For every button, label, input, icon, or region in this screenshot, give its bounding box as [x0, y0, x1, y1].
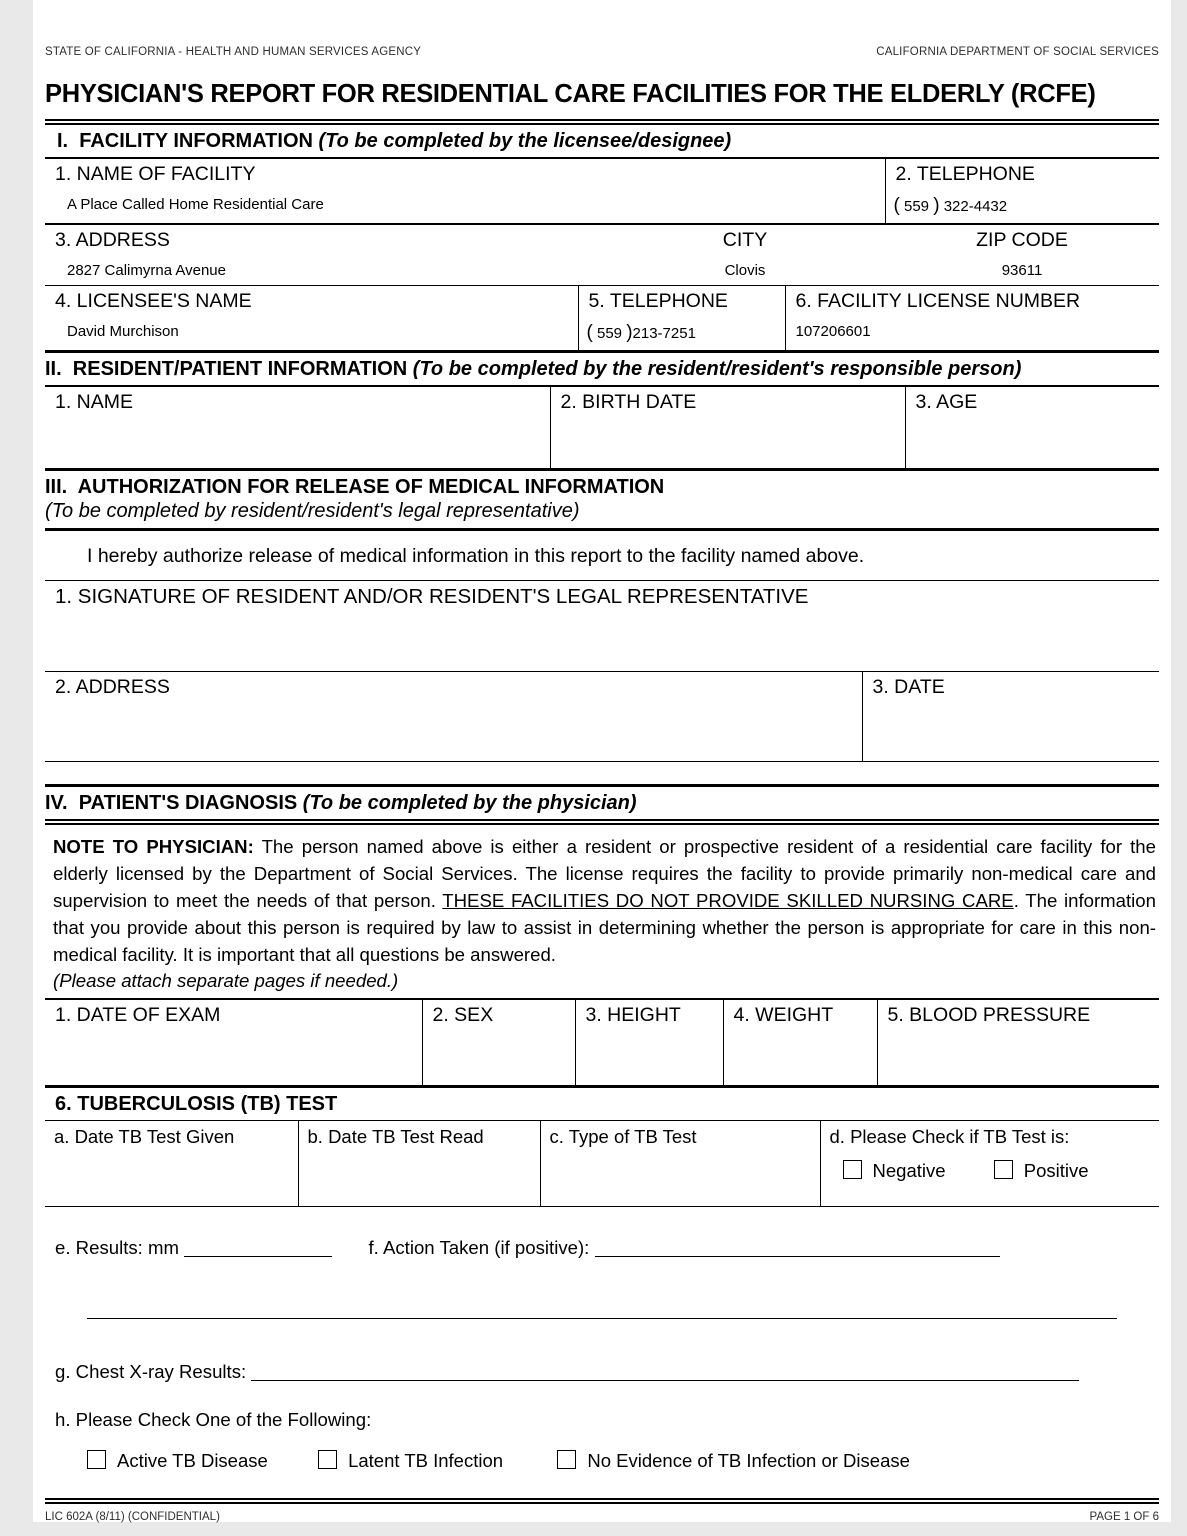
weight-value[interactable]	[724, 1027, 877, 1085]
form-sheet	[33, 0, 1171, 1522]
facility-telephone-value[interactable]	[886, 186, 1160, 223]
licensee-telephone-value[interactable]	[579, 313, 785, 350]
paren-open: (	[586, 322, 593, 343]
blood-pressure-value[interactable]	[878, 1027, 1160, 1085]
note-attach-pages: (Please attach separate pages if needed.)	[53, 969, 399, 991]
table-row	[45, 386, 1159, 468]
facility-telephone-area[interactable]: 559	[904, 198, 930, 215]
tb-result-check-cell	[820, 1120, 1159, 1206]
agency-right-text: CALIFORNIA DEPARTMENT OF SOCIAL SERVICES	[876, 46, 1159, 58]
signature-label: 1. SIGNATURE OF RESIDENT AND/OR RESIDENT'S LEGAL REPRESENTATIVE	[55, 585, 809, 608]
note-label: NOTE TO PHYSICIAN:	[53, 836, 254, 857]
license-number-label: 6. FACILITY LICENSE NUMBER	[795, 290, 1081, 312]
section-4-title: PATIENT'S DIAGNOSIS	[78, 792, 298, 814]
section-1-number: I.	[57, 130, 69, 152]
blood-pressure-label: 5. BLOOD PRESSURE	[887, 1003, 1091, 1026]
licensee-name-value[interactable]: David Murchison	[67, 323, 179, 340]
tb-type-label: c. Type of TB Test	[549, 1125, 697, 1147]
checkbox-tb-negative[interactable]	[843, 1160, 862, 1179]
address-label: 3. ADDRESS	[55, 229, 170, 251]
licensee-name-label: 4. LICENSEE'S NAME	[55, 290, 252, 312]
section-1-instruction: (To be completed by the licensee/designee)	[318, 130, 732, 152]
sex-value[interactable]	[423, 1027, 575, 1085]
facility-address-table	[45, 223, 1159, 285]
page-footer	[45, 1504, 1159, 1523]
tb-result-check-label: d. Please Check if TB Test is:	[829, 1125, 1070, 1147]
sex-cell	[422, 999, 575, 1085]
signature-input[interactable]	[45, 609, 1159, 671]
tb-action-taken-input-line2[interactable]	[87, 1301, 1117, 1319]
tb-type-value[interactable]	[541, 1148, 820, 1206]
page-indicator: PAGE 1 OF 6	[1089, 1510, 1159, 1523]
checkbox-latent-tb-infection[interactable]	[318, 1450, 337, 1469]
section-3-title: AUTHORIZATION FOR RELEASE OF MEDICAL INFORMATION	[77, 476, 665, 498]
section-3-heading	[45, 471, 1159, 499]
sex-label: 2. SEX	[432, 1003, 494, 1026]
chest-xray-input[interactable]	[251, 1363, 1079, 1381]
form-number: LIC 602A (8/11) (CONFIDENTIAL)	[45, 1510, 220, 1523]
resident-birthdate-cell	[550, 386, 905, 468]
exam-measurements-table	[45, 998, 1159, 1085]
page-edge-left	[0, 0, 33, 1536]
tb-results-input[interactable]	[184, 1239, 332, 1257]
tb-date-read-label: b. Date TB Test Read	[307, 1125, 484, 1147]
table-row	[45, 158, 1159, 223]
blood-pressure-cell	[877, 999, 1159, 1085]
tb-type-cell	[540, 1120, 820, 1206]
spacer	[45, 1383, 1159, 1409]
tb-action-taken-input[interactable]	[595, 1239, 1000, 1257]
table-row	[45, 672, 1159, 762]
resident-age-cell	[905, 386, 1159, 468]
tb-test-table	[45, 1120, 1159, 1206]
resident-name-cell	[45, 386, 550, 468]
facility-telephone-label: 2. TELEPHONE	[895, 163, 1035, 185]
paren-close: )	[933, 195, 940, 216]
paren-close: )	[626, 322, 633, 343]
auth-date-label: 3. DATE	[872, 676, 945, 698]
zip-label: ZIP CODE	[976, 229, 1068, 251]
authorization-statement: I hereby authorize release of medical information in this report to the facility named above.	[87, 545, 865, 567]
chest-xray-row	[45, 1361, 1159, 1383]
resident-birthdate-label: 2. BIRTH DATE	[560, 391, 697, 413]
zip-value[interactable]: 93611	[1001, 262, 1043, 279]
height-value[interactable]	[576, 1027, 723, 1085]
tb-positive-label: Positive	[1023, 1159, 1089, 1181]
section-1-heading	[45, 125, 1159, 157]
spacer	[45, 762, 1159, 784]
resident-name-value[interactable]	[45, 414, 550, 468]
license-number-cell	[785, 286, 1159, 351]
note-text-2: . The information that you provide about this person is required by law to assist in determining whether the person is appropriate for care in this non-medical facility. It is important that all questions be answered.	[53, 889, 1156, 965]
auth-date-value[interactable]	[863, 699, 1160, 761]
tb-date-read-value[interactable]	[299, 1148, 540, 1206]
auth-date-cell	[862, 672, 1159, 762]
tb-date-given-value[interactable]	[45, 1148, 298, 1206]
section-2-instruction: (To be completed by the resident/resident's responsible person)	[412, 358, 1022, 380]
weight-label: 4. WEIGHT	[733, 1003, 834, 1026]
licensee-telephone-label: 5. TELEPHONE	[588, 290, 728, 312]
tb-date-given-cell	[45, 1120, 298, 1206]
city-cell	[605, 224, 885, 285]
zip-cell	[885, 224, 1159, 285]
city-label: CITY	[722, 229, 768, 251]
tb-check-one-label: h. Please Check One of the Following:	[55, 1408, 372, 1430]
section-1-title: FACILITY INFORMATION	[79, 130, 313, 152]
spacer	[45, 1259, 1159, 1301]
paren-open: (	[893, 195, 900, 216]
section-4-heading	[45, 787, 1159, 819]
spacer	[45, 1472, 1159, 1498]
auth-address-cell	[45, 672, 862, 762]
date-of-exam-cell	[45, 999, 422, 1085]
checkbox-active-tb-disease[interactable]	[87, 1450, 106, 1469]
checkbox-no-evidence-tb[interactable]	[557, 1450, 576, 1469]
agency-header	[45, 0, 1159, 58]
table-row	[45, 999, 1159, 1085]
tb-check-one-options	[45, 1431, 1159, 1472]
tb-action-taken-label: f. Action Taken (if positive):	[368, 1236, 590, 1258]
section-4-instruction: (To be completed by the physician)	[302, 792, 637, 814]
date-of-exam-label: 1. DATE OF EXAM	[55, 1003, 221, 1026]
tb-date-given-label: a. Date TB Test Given	[54, 1125, 235, 1147]
spacer	[45, 1207, 1159, 1237]
height-label: 3. HEIGHT	[585, 1003, 681, 1026]
resident-birthdate-value[interactable]	[551, 414, 905, 468]
option-label-no-evidence-tb: No Evidence of TB Infection or Disease	[587, 1449, 910, 1471]
facility-telephone-number[interactable]: 322-4432	[943, 198, 1008, 215]
tb-action-taken-row-2	[45, 1301, 1159, 1321]
licensee-telephone-number[interactable]: 213-7251	[632, 325, 696, 342]
section-2-title: RESIDENT/PATIENT INFORMATION	[72, 358, 408, 380]
page-edge-bottom	[0, 1522, 1187, 1536]
note-text-1: The person named above is either a resident or prospective resident of a residential care facility for the elderly licensed by the Department of Social Services. The license requires the facility to provide primarily non-medical care and supervision to meet the needs of that person.	[53, 836, 1156, 911]
facility-name-label: 1. NAME OF FACILITY	[55, 163, 256, 185]
address-cell	[45, 224, 605, 285]
licensee-table	[45, 285, 1159, 350]
height-cell	[575, 999, 723, 1085]
agency-left-text: STATE OF CALIFORNIA - HEALTH AND HUMAN SERVICES AGENCY	[45, 46, 422, 58]
auth-address-value[interactable]	[45, 699, 862, 761]
checkbox-tb-positive[interactable]	[994, 1160, 1013, 1179]
option-label-latent-tb-infection: Latent TB Infection	[348, 1449, 504, 1471]
document-title: PHYSICIAN'S REPORT FOR RESIDENTIAL CARE FACILITIES FOR THE ELDERLY (RCFE)	[45, 80, 1096, 108]
tb-negative-label: Negative	[872, 1159, 946, 1181]
table-row	[45, 224, 1159, 285]
section-3-instruction: (To be completed by resident/resident's legal representative)	[45, 500, 580, 522]
license-number-value[interactable]: 107206601	[795, 323, 871, 340]
tb-result-options	[821, 1148, 1160, 1182]
tb-results-row	[45, 1237, 1159, 1259]
section-3-number: III.	[45, 476, 68, 498]
licensee-telephone-cell	[578, 286, 785, 351]
resident-age-label: 3. AGE	[915, 391, 978, 413]
resident-information-table	[45, 385, 1159, 468]
note-to-physician	[45, 825, 1159, 969]
page-edge-right	[1171, 0, 1187, 1536]
section-2-heading	[45, 353, 1159, 385]
licensee-telephone-area[interactable]: 559	[597, 325, 623, 342]
option-label-active-tb-disease: Active TB Disease	[117, 1449, 268, 1471]
section-4-number: IV.	[45, 792, 68, 814]
city-value[interactable]: Clovis	[724, 262, 766, 279]
facility-information-table	[45, 157, 1159, 223]
licensee-name-cell	[45, 286, 578, 351]
weight-cell	[723, 999, 877, 1085]
tb-date-read-cell	[298, 1120, 540, 1206]
facility-name-cell	[45, 158, 885, 223]
table-row	[45, 286, 1159, 351]
spacer	[45, 1321, 1159, 1361]
resident-name-label: 1. NAME	[55, 391, 134, 413]
date-of-exam-value[interactable]	[45, 1027, 422, 1085]
auth-address-label: 2. ADDRESS	[55, 676, 170, 698]
resident-age-value[interactable]	[906, 414, 1160, 468]
facility-telephone-cell	[885, 158, 1159, 223]
chest-xray-label: g. Chest X-ray Results:	[55, 1360, 247, 1382]
address-value[interactable]: 2827 Calimyrna Avenue	[67, 262, 226, 279]
facility-name-value[interactable]: A Place Called Home Residential Care	[67, 196, 324, 213]
note-underlined-text: THESE FACILITIES DO NOT PROVIDE SKILLED NURSING CARE	[442, 889, 1014, 911]
section-2-number: II.	[45, 358, 62, 380]
auth-address-date-table	[45, 671, 1159, 761]
tb-results-label: e. Results: mm	[55, 1236, 179, 1258]
tb-test-heading: 6. TUBERCULOSIS (TB) TEST	[55, 1092, 338, 1115]
table-row	[45, 1120, 1159, 1206]
